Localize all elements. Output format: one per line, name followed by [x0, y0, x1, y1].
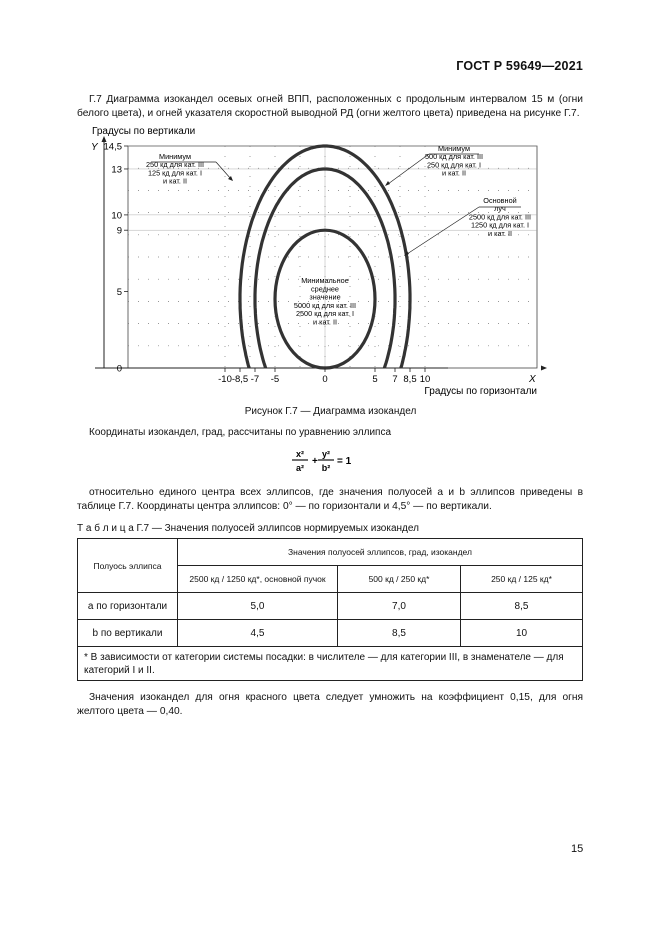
- callout-min-left-line: 125 кд для кат. I: [147, 168, 203, 178]
- callout-main-beam-line: и кат. II: [488, 228, 512, 238]
- callout-min-right: [425, 144, 483, 178]
- callout-center: [294, 276, 356, 327]
- plot-frame: [128, 146, 537, 368]
- table-title: Т а б л и ц а Г.7 — Значения полуосей эллипсов нормируемых изокандел: [77, 523, 419, 534]
- callout-min-left-line: 250 кд для кат. III: [145, 160, 205, 170]
- formula-x-num: x²: [295, 449, 305, 459]
- figure-caption: Рисунок Г.7 — Диаграмма изокандел: [244, 406, 417, 417]
- center-paragraph: относительно единого центра всех эллипсов, где значения полуосей a и b эллипсов приведены в таблице Г.7. Координаты центра эллипсов: 0° — по горизонтали и 4,5° — по вертикали.: [77, 487, 583, 512]
- formula-plus: +: [312, 456, 318, 467]
- callout-min-right-line: Минимум: [438, 144, 470, 153]
- y-tick-label: 13: [111, 164, 122, 176]
- callout-min-left-line: Минимум: [159, 152, 191, 161]
- subheader-500: 500 кд / 250 кд*: [338, 566, 461, 593]
- subheader-main-beam: 2500 кд / 1250 кд*, основной пучок: [178, 566, 338, 593]
- cell-value: 8,5: [461, 593, 583, 620]
- x-tick-label: -10: [218, 374, 232, 385]
- cell-value: 8,5: [338, 620, 461, 647]
- page-number: 15: [571, 843, 584, 855]
- y-tick-label: 14,5: [103, 141, 122, 153]
- callout-center-line: среднее: [310, 284, 340, 294]
- cell-value: 7,0: [338, 593, 461, 620]
- y-axis-letter: Y: [91, 142, 98, 153]
- callout-center-line: Минимальное: [301, 276, 349, 285]
- group-header: Значения полуосей эллипсов, град, изокандел: [178, 539, 583, 566]
- callout-min-left-line: и кат. II: [163, 176, 187, 186]
- y-tick-label: 9: [116, 225, 122, 237]
- x-tick-label: -8,5: [231, 374, 249, 385]
- ellipse-formula: [290, 446, 370, 478]
- callout-main-beam-line: 1250 кд для кат. I: [470, 220, 530, 230]
- callout-min-right-line: 500 кд для кат. III: [424, 152, 484, 162]
- x-tick-label: -7: [250, 374, 260, 385]
- formula-y-num: y²: [321, 449, 331, 459]
- callout-min-right-arrow: [385, 181, 390, 186]
- x-tick-label: 0: [322, 374, 328, 385]
- y-tick-label: 10: [111, 210, 122, 222]
- intro-paragraph: Г.7 Диаграмма изокандел осевых огней ВПП, расположенных с продольным интервалом 15 м (огни белого цвета), и огней указателя скоростной выводной РД (огни желтого цвета) приведена на рисунке Г.7.: [77, 94, 583, 119]
- x-tick-label: 5: [372, 374, 378, 385]
- x-axis-arrow: [541, 366, 547, 371]
- table-footnote: * В зависимости от категории системы посадки: в числителе — для категории III, в знаменателе — для категорий I и II.: [78, 647, 583, 681]
- x-tick-label: -5: [270, 374, 280, 385]
- callout-main-beam-line: 2500 кд для кат. III: [468, 212, 532, 222]
- callout-center-line: 5000 кд для кат. III: [293, 300, 357, 310]
- y-tick-label: 5: [116, 286, 122, 298]
- x-tick-label: 8,5: [403, 374, 417, 385]
- final-paragraph: Значения изокандел для огня красного цвета следует умножить на коэффициент 0,15, для огня желтого цвета — 0,40.: [77, 692, 583, 717]
- callout-center-line: 2500 кд для кат. I: [295, 309, 355, 319]
- callout-main-beam-line: Основной: [483, 196, 517, 205]
- y-axis-title: Градусы по вертикали: [92, 126, 196, 137]
- cell-value: 4,5: [178, 620, 338, 647]
- callout-min-left: [146, 152, 204, 186]
- isocandela-diagram: [0, 0, 661, 400]
- row-label: a по горизонтали: [78, 593, 178, 620]
- col-header-axis: Полуось эллипса: [78, 539, 178, 593]
- callout-center-line: и кат. II: [313, 317, 337, 327]
- chart-grid: [128, 146, 537, 368]
- x-tick-label: 7: [392, 374, 398, 385]
- coords-text: Координаты изокандел, град, рассчитаны по уравнению эллипса: [89, 427, 392, 438]
- subheader-250: 250 кд / 125 кд*: [461, 566, 583, 593]
- row-label: b по вертикали: [78, 620, 178, 647]
- x-tick-label: 10: [419, 374, 431, 385]
- x-axis-title: Градусы по горизонтали: [424, 386, 537, 397]
- callout-center-line: значение: [309, 292, 341, 302]
- cell-value: 10: [461, 620, 583, 647]
- callout-main-beam-leader: [407, 207, 479, 254]
- callout-min-left-leader: [216, 162, 231, 179]
- x-axis-letter: X: [529, 374, 536, 385]
- semiaxes-table: [77, 538, 583, 681]
- callout-min-right-line: 250 кд для кат. I: [426, 160, 482, 170]
- cell-value: 5,0: [178, 593, 338, 620]
- formula-y-den: b²: [321, 463, 331, 473]
- formula-x-den: a²: [295, 463, 305, 473]
- callout-main-beam: [469, 196, 531, 238]
- y-tick-label: 0: [116, 363, 122, 375]
- formula-rhs: = 1: [337, 456, 352, 467]
- table-row: [78, 593, 583, 620]
- callout-main-beam-line: луч: [494, 204, 506, 214]
- document-header: ГОСТ Р 59649—2021: [456, 59, 583, 73]
- callout-min-right-line: и кат. II: [442, 168, 466, 178]
- table-row: [78, 620, 583, 647]
